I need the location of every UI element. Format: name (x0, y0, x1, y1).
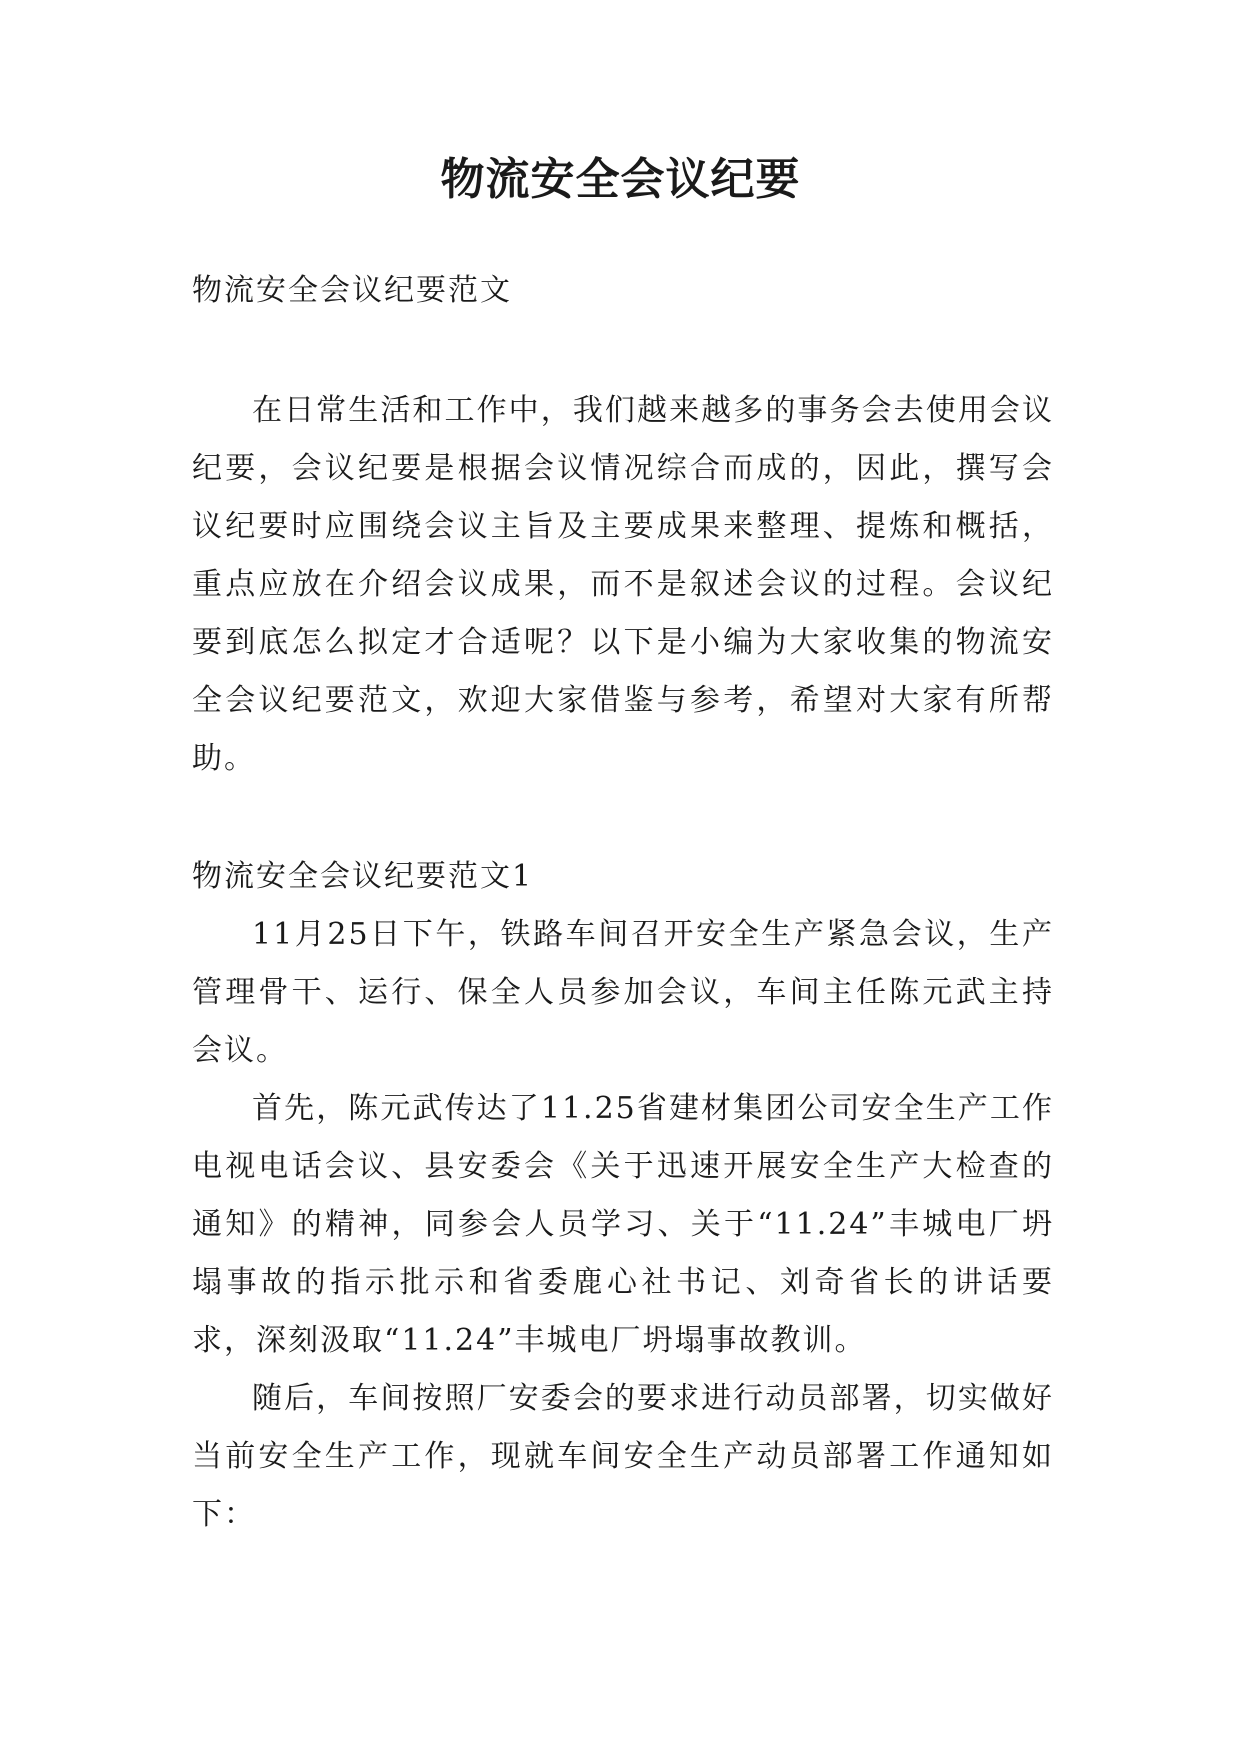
section-paragraph-2: 首先，陈元武传达了11.25省建材集团公司安全生产工作电视电话会议、县安委会《关于迅速开展安全生产大检查的通知》的精神，同参会人员学习、关于“11.24”丰城电厂坍塌事故的指示批示和省委鹿心社书记、刘奇省长的讲话要求，深刻汲取“11.24”丰城电厂坍塌事故教训。 (192, 1091, 1054, 1358)
document-body (192, 262, 1054, 1544)
intro-paragraph: 在日常生活和工作中，我们越来越多的事务会去使用会议纪要，会议纪要是根据会议情况综合而成的，因此，撰写会议纪要时应围绕会议主旨及主要成果来整理、提炼和概括，重点应放在介绍会议成果，而不是叙述会议的过程。会议纪要到底怎么拟定才合适呢？以下是小编为大家收集的物流安全会议纪要范文，欢迎大家借鉴与参考，希望对大家有所帮助。 (192, 393, 1054, 776)
section-paragraph-1: 11月25日下午，铁路车间召开安全生产紧急会议，生产管理骨干、运行、保全人员参加会议，车间主任陈元武主持会议。 (192, 917, 1054, 1068)
section-heading: 物流安全会议纪要范文1 (192, 859, 534, 894)
spacer (192, 788, 1054, 848)
document-subtitle: 物流安全会议纪要范文 (192, 273, 512, 308)
spacer (192, 320, 1054, 382)
document-title: 物流安全会议纪要 (440, 154, 801, 205)
section-paragraph-3: 随后，车间按照厂安委会的要求进行动员部署，切实做好当前安全生产工作，现就车间安全生产动员部署工作通知如下： (192, 1381, 1054, 1532)
